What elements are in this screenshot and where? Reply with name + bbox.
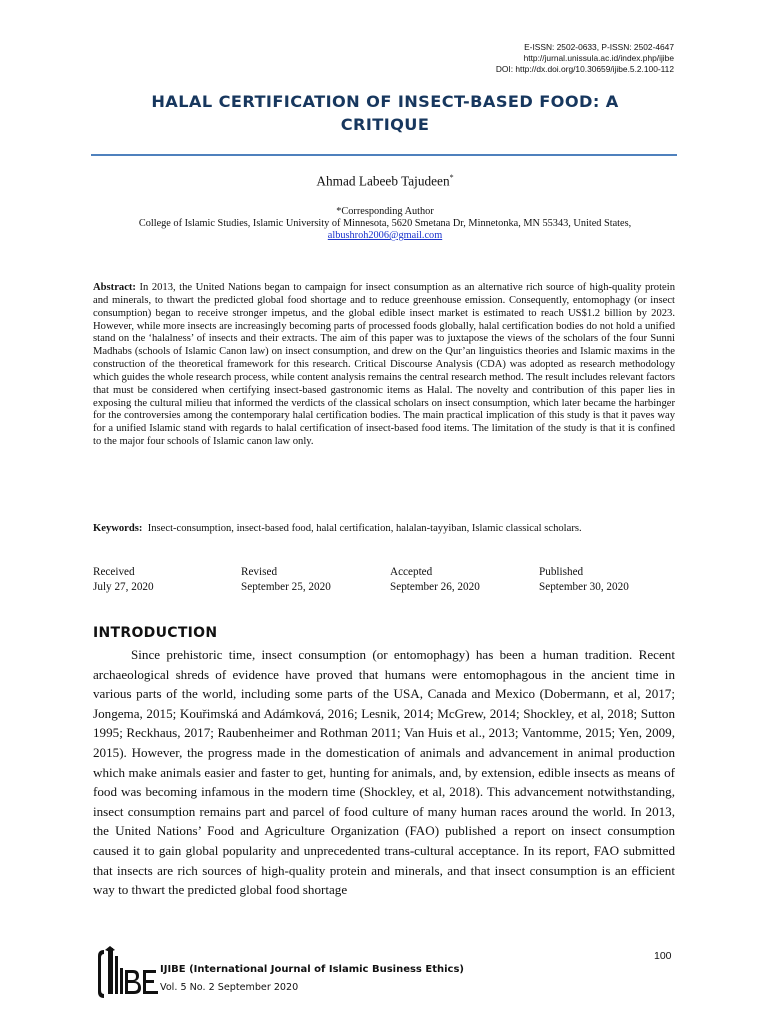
introduction-body (93, 645, 675, 900)
introduction-paragraph: Since prehistoric time, insect consumption (or entomophagy) has been a human tradition. Recent archaeological shreds of evidence have proved that humans were entomophagous in the ancient time in various parts of the world, including some parts of the USA, Canada and Mexico (Dobermann, et al, 2017; Jongema, 2015; Kouřimská and Adámková, 2016; Lesnik, 2014; McGrew, 2014; Shockley, et al, 2018; Sutton 1995; Reckhaus, 2017; Raubenheimer and Rothman 2011; Van Huis et al., 2013; Vantomme, 2015; Yen, 2009, 2015). However, the progress made in the domestication of animals and advancement in animal production which make animals easier and faster to get, hunting for animals, and, by extension, edible insects as means of food was becoming infamous in the modern time (Shockley, et al, 2018). This advancement notwithstanding, insect consumption remains part and parcel of food culture of many human races around the world. In 2013, the United Nations’ Food and Agriculture Organization (FAO) published a report on insect consumption caused it to gain global popularity and unprecedented trans-cultural acceptance. In its report, FAO submitted that insects are rich sources of high-quality protein and minerals, and that insect consumption is an efficient way to thwart the predicted global food shortage (93, 647, 675, 898)
logo-text: IJIBE (98, 946, 101, 947)
date-accepted (390, 565, 480, 595)
journal-name: IJIBE (International Journal of Islamic Business Ethics) (160, 964, 464, 975)
corresponding-author-note: *Corresponding Author (336, 206, 434, 217)
author-affiliation (92, 206, 678, 242)
date-value: September 26, 2020 (390, 581, 480, 593)
affiliation-text: College of Islamic Studies, Islamic University of Minnesota, 5620 Smetana Dr, Minnetonka, MN 55343, United States, (138, 218, 632, 229)
abstract (93, 282, 675, 449)
journal-logo-icon (98, 946, 162, 998)
date-received (93, 565, 154, 595)
title-line-1: HALAL CERTIFICATION OF INSECT-BASED FOOD: A (151, 92, 619, 111)
date-label: Published (539, 566, 584, 578)
author-name-text: Ahmad Labeeb Tajudeen (316, 173, 450, 189)
issn-line: E-ISSN: 2502-0633, P-ISSN: 2502-4647 (524, 42, 674, 52)
date-value: September 25, 2020 (241, 581, 331, 593)
abstract-text: In 2013, the United Nations began to campaign for insect consumption as an alternative rich source of high-quality protein and minerals, to thwart the predicted global food shortage and to reduce greenhouse emission. Consequently, entomophagy (or insect consumption) began to receive stronger impetus, and the global edible insect market is estimated to reach US$1.2 billion by 2023. However, while more insects are increasingly becoming parts of processed foods globally, halal certification bodies do not hold a unified stand on the ‘halalness’ of insects and their extracts. The aim of this paper was to juxtapose the views of the scholars of the four Sunni Madhabs (schools of Islamic Canon law) on insect consumption, and drew on the Qur’an linguistics theories and Islamic maxims in the construction of the theoretical framework for this research. Critical Discourse Analysis (CDA) was adopted as research methodology which guides the whole research process, while content analysis remains the central research method. The result includes relevant factors that must be considered when certifying insect-based gastronomic items as Halal. The novelty and contribution of this paper lies in exposing the cultural milieu that informed the verdicts of the classical scholars on insect consumption, which later became the harbinger for the controversies among the contemporary halal certification bodies. The main practical implication of this study is that it paves way for a unified Islamic stand with regards to halal certification of insect-based food items. The limitation of the study is that it is confined to the major four schools of Islamic canon law only. (93, 282, 675, 448)
date-revised (241, 565, 331, 595)
page-number: 100 (654, 950, 672, 962)
date-published (539, 565, 629, 595)
keywords (93, 522, 675, 536)
keywords-text: Insect-consumption, insect-based food, halal certification, halalan-tayyiban, Islamic classical scholars. (147, 523, 582, 534)
journal-volume: Vol. 5 No. 2 September 2020 (160, 982, 299, 993)
date-value: July 27, 2020 (93, 581, 154, 593)
paper-title (92, 90, 678, 136)
date-label: Received (93, 566, 135, 578)
date-label: Revised (241, 566, 278, 578)
journal-url-link[interactable]: http://jurnal.unissula.ac.id/index.php/ijibe (523, 53, 674, 64)
introduction-heading: INTRODUCTION (93, 625, 218, 641)
doi-line: DOI: http://dx.doi.org/10.30659/ijibe.5.2.100-112 (495, 64, 674, 75)
author-name (92, 173, 678, 189)
abstract-label: Abstract: (93, 282, 136, 293)
title-divider (91, 154, 677, 156)
date-value: September 30, 2020 (539, 581, 629, 593)
author-mark: * (449, 173, 454, 182)
author-email-link[interactable]: albushroh2006@gmail.com (327, 230, 443, 241)
keywords-label: Keywords: (93, 523, 143, 534)
title-line-2: CRITIQUE (340, 115, 430, 134)
journal-identifiers (496, 42, 674, 76)
date-label: Accepted (390, 566, 433, 578)
